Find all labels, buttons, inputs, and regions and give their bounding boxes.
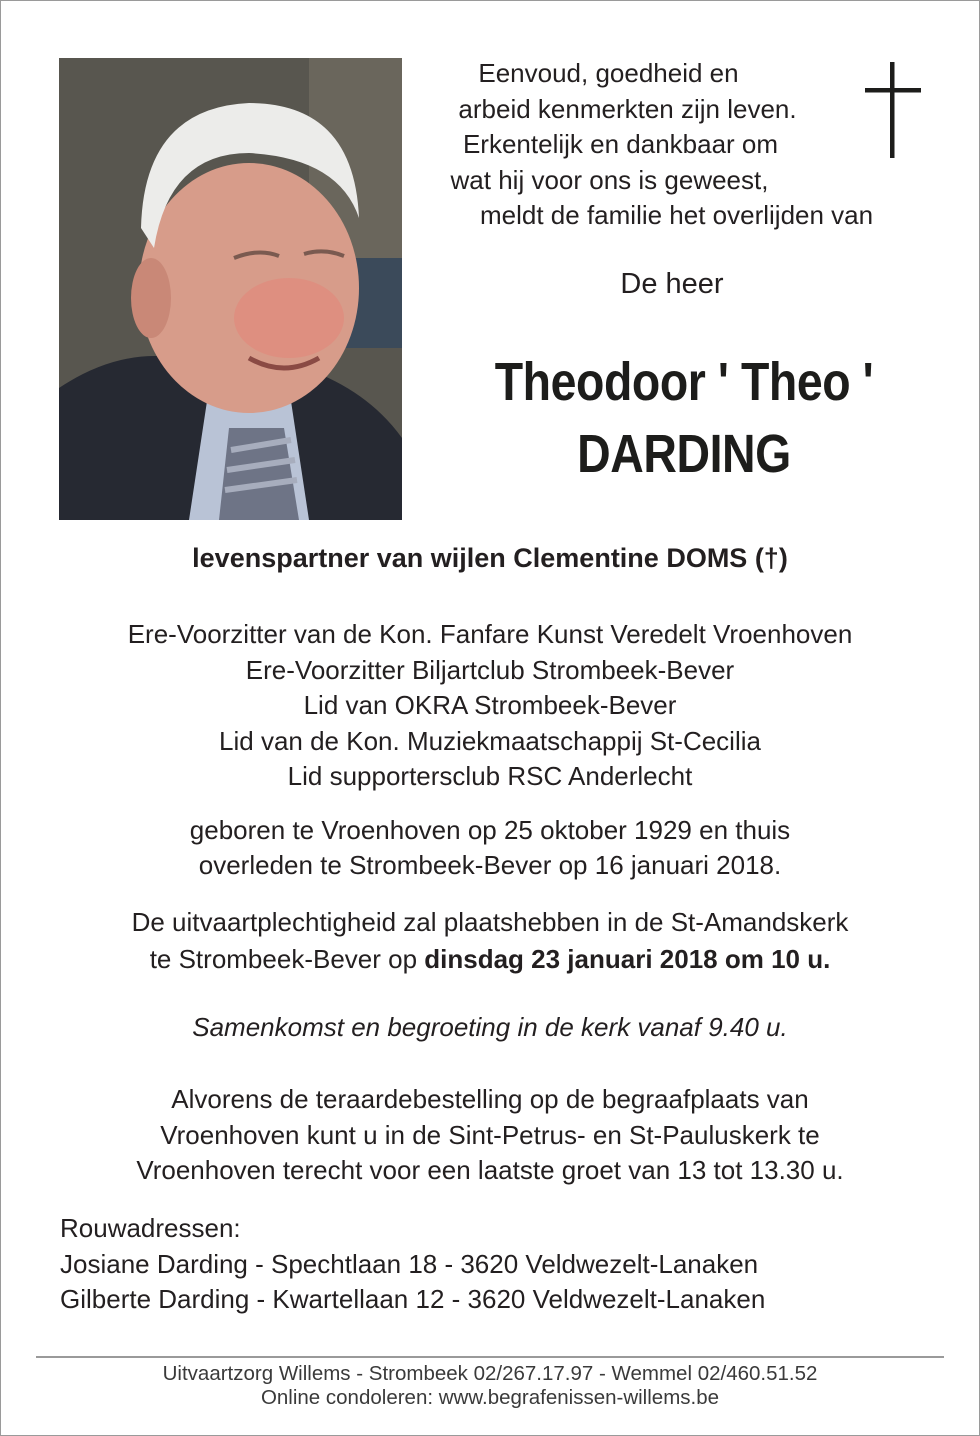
funeral-director-line: Uitvaartzorg Willems - Strombeek 02/267.17.97 - Wemmel 02/460.51.52	[162, 1362, 818, 1385]
intro-line: Eenvoud, goedheid en	[478, 58, 739, 88]
intro-line: wat hij voor ons is geweest,	[450, 164, 769, 195]
role-item: Lid van OKRA Strombeek-Bever	[303, 690, 677, 720]
service-line: De uitvaartplechtigheid zal plaatshebben in de St-Amandskerk	[131, 907, 849, 937]
intro-line: arbeid kenmerkten zijn leven.	[458, 93, 797, 124]
cross-icon	[862, 62, 922, 158]
service-line	[0, 941, 980, 978]
born-line: geboren te Vroenhoven op 25 oktober 1929 en thuis	[189, 815, 791, 845]
service-location: te Strombeek-Bever op	[149, 944, 425, 974]
burial-info	[0, 1082, 980, 1189]
burial-line: Alvorens de teraardebestelling op de begraafplaats van	[171, 1084, 809, 1114]
intro-line: Erkentelijk en dankbaar om	[462, 129, 779, 159]
addresses-heading: Rouwadressen:	[60, 1213, 241, 1243]
roles-list	[0, 617, 980, 795]
role-item: Ere-Voorzitter van de Kon. Fanfare Kunst Veredelt Vroenhoven	[127, 619, 853, 649]
name-last: DARDING	[577, 424, 791, 484]
online-condolence-link[interactable]: Online condoleren: www.begrafenissen-willems.be	[260, 1386, 720, 1409]
funeral-service	[0, 904, 980, 978]
address-line: Gilberte Darding - Kwartellaan 12 - 3620 Veldwezelt-Lanaken	[60, 1284, 766, 1314]
service-date: dinsdag 23 januari 2018 om 10 u.	[424, 944, 831, 974]
portrait-photo	[59, 58, 402, 520]
intro-text	[400, 56, 874, 234]
condolence-addresses	[60, 1211, 765, 1318]
role-item: Lid supportersclub RSC Anderlecht	[287, 761, 693, 791]
address-line: Josiane Darding - Spechtlaan 18 - 3620 Veldwezelt-Lanaken	[60, 1248, 759, 1279]
burial-line: Vroenhoven kunt u in de Sint-Petrus- en St-Pauluskerk te	[160, 1119, 820, 1150]
salutation: De heer	[620, 268, 724, 300]
footer	[0, 1362, 980, 1410]
role-item: Lid van de Kon. Muziekmaatschappij St-Cecilia	[219, 725, 761, 756]
gathering-note: Samenkomst en begroeting in de kerk vanaf 9.40 u.	[192, 1012, 788, 1042]
birth-death-info	[0, 813, 980, 883]
role-item: Ere-Voorzitter Biljartclub Strombeek-Bever	[245, 654, 735, 685]
died-line: overleden te Strombeek-Bever op 16 januari 2018.	[198, 850, 782, 880]
burial-line: Vroenhoven terecht voor een laatste groet van 13 tot 13.30 u.	[136, 1155, 844, 1185]
partner-line: levenspartner van wijlen Clementine DOMS (†)	[192, 543, 788, 573]
deceased-name	[457, 346, 911, 490]
footer-divider	[36, 1356, 944, 1358]
intro-line: meldt de familie het overlijden van	[480, 200, 874, 230]
name-first: Theodoor ' Theo '	[494, 352, 874, 412]
